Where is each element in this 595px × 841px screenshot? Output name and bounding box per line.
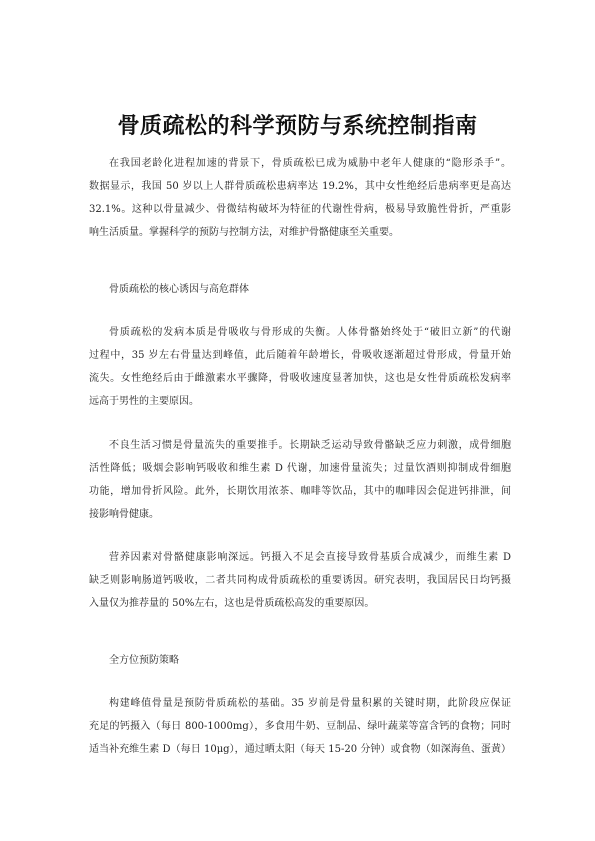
paragraph-line: 功能，增加骨折风险。此外，长期饮用浓茶、咖啡等饮品，其中的咖啡因会促进钙排泄，间	[89, 486, 511, 497]
body-paragraph	[89, 546, 511, 615]
paragraph-line: 构建峰值骨量是预防骨质疏松的基础。35 岁前是骨量积累的关键时期，此阶段应保证	[109, 698, 511, 709]
paragraph-line: 不良生活习惯是骨量流失的重要推手。长期缺乏运动导致骨骼缺乏应力刺激，成骨细胞	[109, 440, 511, 451]
paragraph-line: 接影响骨健康。	[89, 509, 159, 520]
paragraph-line: 适当补充维生素 D（每日 10μg），通过晒太阳（每天 15-20 分钟）或食物（如深海鱼、蛋黄）	[89, 744, 511, 755]
paragraph-line: 响生活质量。掌握科学的预防与控制方法，对维护骨骼健康至关重要。	[89, 227, 399, 238]
paragraph-line: 营养因素对骨骼健康影响深远。钙摄入不足会直接导致骨基质合成减少，而维生素 D	[109, 552, 511, 563]
body-paragraph	[89, 434, 511, 526]
paragraph-line: 流失。女性绝经后由于雌激素水平骤降，骨吸收速度显著加快，这也是女性骨质疏松发病率	[89, 373, 511, 384]
paragraph-line: 数据显示，我国 50 岁以上人群骨质疏松患病率达 19.2%，其中女性绝经后患病率更是高达	[89, 181, 511, 192]
intro-paragraph	[89, 152, 511, 244]
paragraph-line: 缺乏则影响肠道钙吸收，二者共同构成骨质疏松的重要诱因。研究表明，我国居民日均钙摄	[89, 575, 511, 586]
body-paragraph	[89, 692, 511, 761]
body-paragraph	[89, 321, 511, 413]
paragraph-line: 在我国老龄化进程加速的背景下，骨质疏松已成为威胁中老年人健康的“隐形杀手”。	[109, 158, 511, 169]
section-heading: 全方位预防策略	[109, 655, 179, 666]
paragraph-line: 过程中，35 岁左右骨量达到峰值，此后随着年龄增长，骨吸收逐渐超过骨形成，骨量开始	[89, 350, 511, 361]
paragraph-line: 32.1%。这种以骨量减少、骨微结构破坏为特征的代谢性骨病，极易导致脆性骨折，严重影	[89, 204, 511, 215]
paragraph-line: 入量仅为推荐量的 50%左右，这也是骨质疏松高发的重要原因。	[89, 598, 375, 609]
section-heading: 骨质疏松的核心诱因与高危群体	[109, 284, 249, 295]
document-title: 骨质疏松的科学预防与系统控制指南	[117, 113, 478, 139]
paragraph-line: 骨质疏松的发病本质是骨吸收与骨形成的失衡。人体骨骼始终处于“破旧立新”的代谢	[109, 327, 511, 338]
paragraph-line: 活性降低；吸烟会影响钙吸收和维生素 D 代谢，加速骨量流失；过量饮酒则抑制成骨细胞	[89, 463, 511, 474]
paragraph-line: 充足的钙摄入（每日 800-1000mg），多食用牛奶、豆制品、绿叶蔬菜等富含钙的食物；同时	[89, 721, 511, 732]
paragraph-line: 远高于男性的主要原因。	[89, 396, 199, 407]
